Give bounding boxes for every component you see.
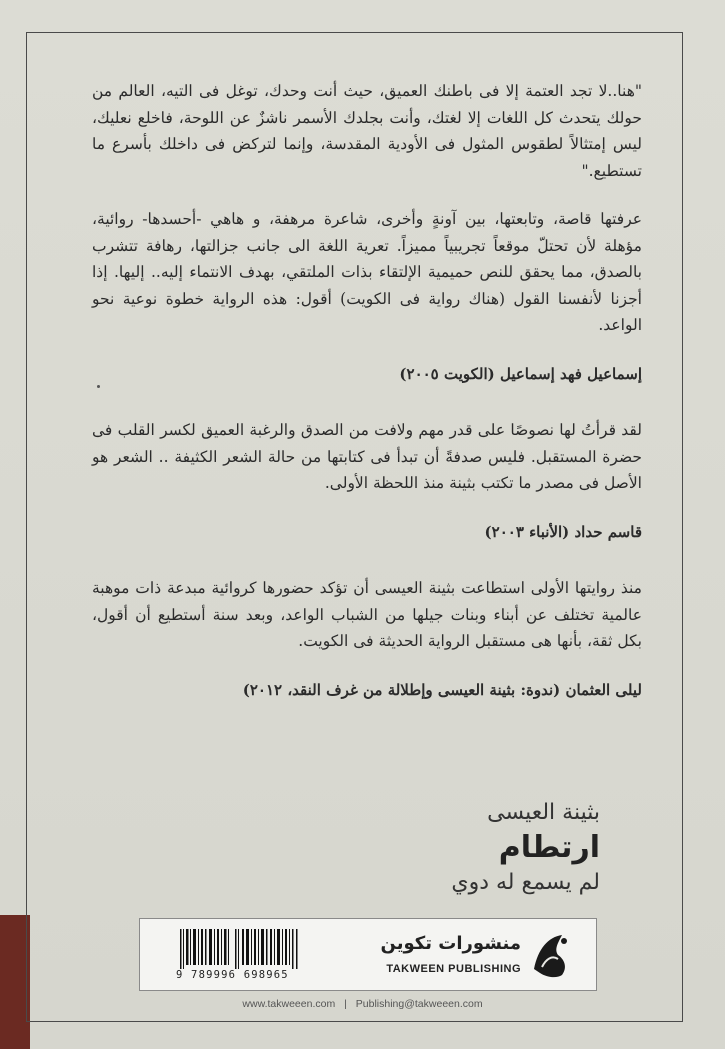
blurb-text: عرفتها قاصة، وتابعتها، بين آونةٍ وأخرى، شاعرة مرهفة، و هاهي -أحسدها- روائية، مؤهلة لأن تحتلّ موقعاً تجريبياً مميزاً. تعرية اللغة الى جانب جزالتها، رهافة تتشرب بالصدق، مما يحقق للنص حميمية الإلتقاء بذات الملتقي، بهدف الانتماء إليه.. إليها. إذا أجزنا لأنفسنا القول (هناك رواية فى الكويت) أقول: هذه الرواية خطوة نوعية نحو الواعد. [92, 210, 642, 334]
author-name: بثينة العيسى [487, 800, 600, 825]
back-cover-text [92, 78, 642, 733]
takween-logo-icon [528, 929, 576, 981]
barcode-icon [180, 929, 300, 969]
blurb-attribution: إسماعيل فهد إسماعيل (الكويت ٢٠٠٥) [399, 364, 642, 383]
publisher-name-english: TAKWEEN PUBLISHING [386, 963, 521, 975]
publisher-box [139, 918, 597, 991]
publisher-name-arabic: منشورات تكوين [380, 933, 521, 954]
blurb-text: منذ روايتها الأولى استطاعت بثينة العيسى أن تؤكد حضورها كروائية مبدعة ذات موهبة عالمية تختلف عن أبناء وبنات جيلها من الشباب الواعد، وبعد سنة أستطيع أن أقول، بكل ثقة، بأنها هى مستقبل الرواية الحديثة فى الكويت. [92, 579, 642, 650]
isbn-number: 9 789996 698965 [176, 969, 289, 981]
footer-separator: | [344, 998, 347, 1010]
email-link[interactable]: Publishing@takweeen.com [355, 998, 483, 1010]
book-subtitle: لم يسمع له دوي [451, 870, 600, 895]
blurb-attribution: قاسم حداد (الأنباء ٢٠٠٣) [484, 522, 642, 541]
website-link[interactable]: www.takweeen.com [242, 998, 336, 1010]
blurb-attribution: ليلى العثمان (ندوة: بثينة العيسى وإطلالة من غرف النقد، ٢٠١٢) [242, 680, 642, 699]
footer-contact [0, 998, 725, 1010]
excerpt-quote: "هنا..لا تجد العتمة إلا فى باطنك العميق، حيث أنت وحدك، توغل فى التيه، العالم من حولك يتحدث كل اللغات إلا لغتك، وأنت بجلدك الأسمر ناشزٌ عن اللوحة، فاخلع نعليك، ليس إمتثالاً لطقوس المثول فى الأودية المقدسة، وإنما لتركض فى داخلك بأسرع ما تستطيع." [92, 82, 642, 180]
book-title: ارتطام [498, 830, 600, 865]
blurb-text: لقد قرأتُ لها نصوصًا على قدر مهم ولافت من الصدق والرغبة العميق لكسر القلب فى حضرة المستقبل. فليس صدفةً أن تبدأ فى كتابتها من حالة الشعر الكثيفة .. الشعر هو الأصل فى مصدر ما تكتب بثينة منذ اللحظة الأولى. [92, 421, 642, 492]
